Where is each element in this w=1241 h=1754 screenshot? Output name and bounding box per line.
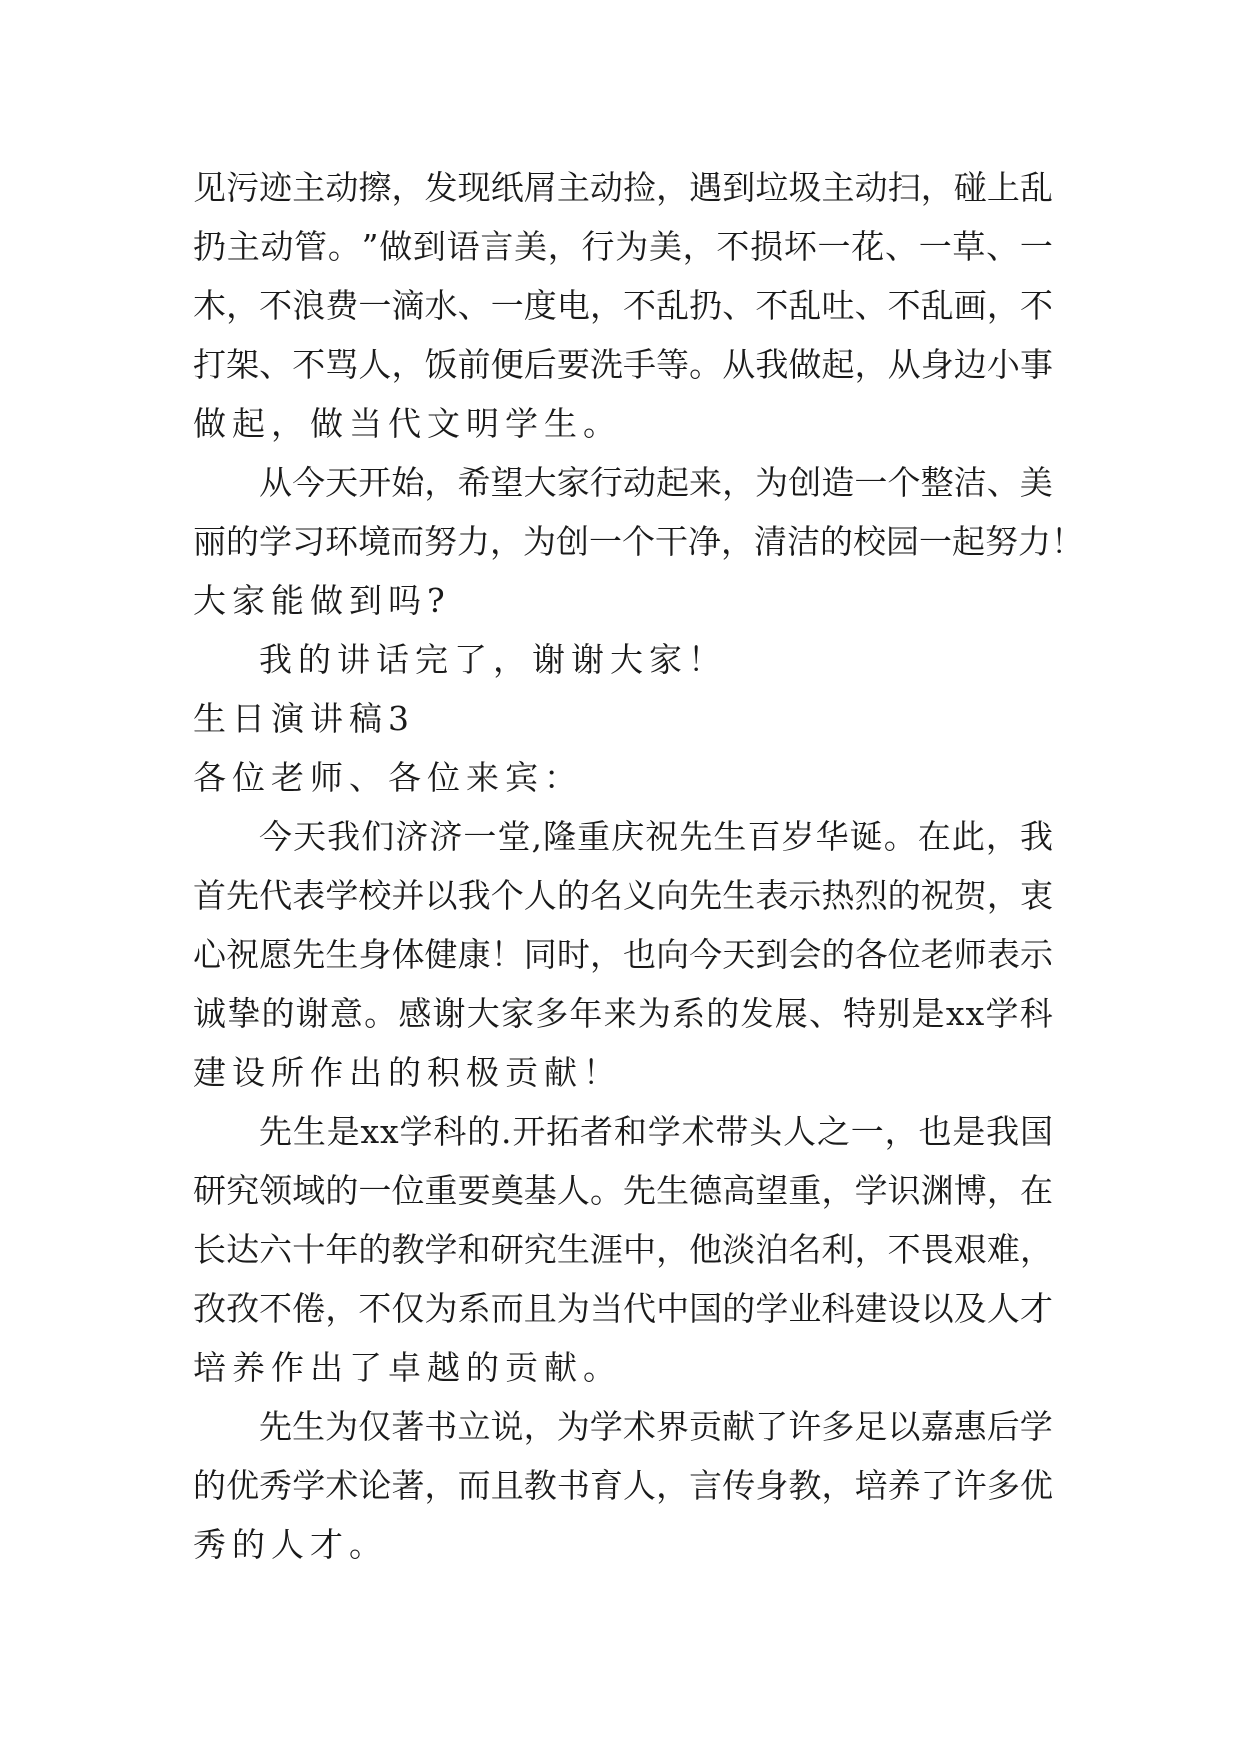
text-line: 丽 的 学 习 环 境 而 努 力 ， 为 创 一 个 干 净 ， 清 洁 的 校 园 一 起 努 力 ！ xyxy=(193,522,1084,561)
text-line: 建设所作出的积极贡献！ xyxy=(193,1053,622,1092)
text-line: 生日演讲稿3 xyxy=(193,699,415,738)
text-line: 培养作出了卓越的贡献。 xyxy=(193,1348,622,1387)
text-line: 先 生 是 x x 学 科 的 . 开 拓 者 和 学 术 带 头 人 之 一 ， 也 是 我 国 xyxy=(259,1112,1053,1151)
text-line: 大家能做到吗? xyxy=(193,581,451,620)
text-line: 见 污 迹 主 动 擦 ， 发 现 纸 屑 主 动 捡 ， 遇 到 垃 圾 主 动 扫 ， 碰 上 乱 xyxy=(193,168,1053,207)
text-line: 从 今 天 开 始 ， 希 望 大 家 行 动 起 来 ， 为 创 造 一 个 整 洁 、 美 xyxy=(259,463,1053,502)
text-line: 研 究 领 域 的 一 位 重 要 奠 基 人 。 先 生 德 高 望 重 ， 学 识 渊 博 ， 在 xyxy=(193,1171,1053,1210)
text-line: 先 生 为 仅 著 书 立 说 ， 为 学 术 界 贡 献 了 许 多 足 以 嘉 惠 后 学 xyxy=(259,1407,1053,1446)
text-line: 心 祝 愿 先 生 身 体 健 康 ！ 同 时 ， 也 向 今 天 到 会 的 各 位 老 师 表 示 xyxy=(193,935,1053,974)
text-line: 秀的人才。 xyxy=(193,1525,388,1564)
text-line: 今 天 我 们 济 济 一 堂 , 隆 重 庆 祝 先 生 百 岁 华 诞 。 在 此 ， 我 xyxy=(259,817,1053,856)
text-line: 扔 主 动 管 。 ” 做 到 语 言 美 ， 行 为 美 ， 不 损 坏 一 花 、 一 草 、 一 xyxy=(193,227,1053,266)
text-line: 打 架 、 不 骂 人 ， 饭 前 便 后 要 洗 手 等 。 从 我 做 起 ， 从 身 边 小 事 xyxy=(193,345,1053,384)
text-line: 孜 孜 不 倦 ， 不 仅 为 系 而 且 为 当 代 中 国 的 学 业 科 建 设 以 及 人 才 xyxy=(193,1289,1053,1328)
text-line: 长 达 六 十 年 的 教 学 和 研 究 生 涯 中 ， 他 淡 泊 名 利 ， 不 畏 艰 难 ， xyxy=(193,1230,1053,1269)
text-line: 做起，做当代文明学生。 xyxy=(193,404,622,443)
document-body xyxy=(193,158,1084,1574)
text-line: 的 优 秀 学 术 论 著 ， 而 且 教 书 育 人 ， 言 传 身 教 ， 培 养 了 许 多 优 xyxy=(193,1466,1053,1505)
text-line: 木 ， 不 浪 费 一 滴 水 、 一 度 电 ， 不 乱 扔 、 不 乱 吐 、 不 乱 画 ， 不 xyxy=(193,286,1053,325)
text-line: 诚 挚 的 谢 意 。 感 谢 大 家 多 年 来 为 系 的 发 展 、 特 别 是 x x 学 科 xyxy=(193,994,1053,1033)
text-line: 各位老师、各位来宾： xyxy=(193,758,583,797)
text-line: 我的讲话完了，谢谢大家！ xyxy=(259,640,727,679)
text-line: 首 先 代 表 学 校 并 以 我 个 人 的 名 义 向 先 生 表 示 热 烈 的 祝 贺 ， 衷 xyxy=(193,876,1053,915)
